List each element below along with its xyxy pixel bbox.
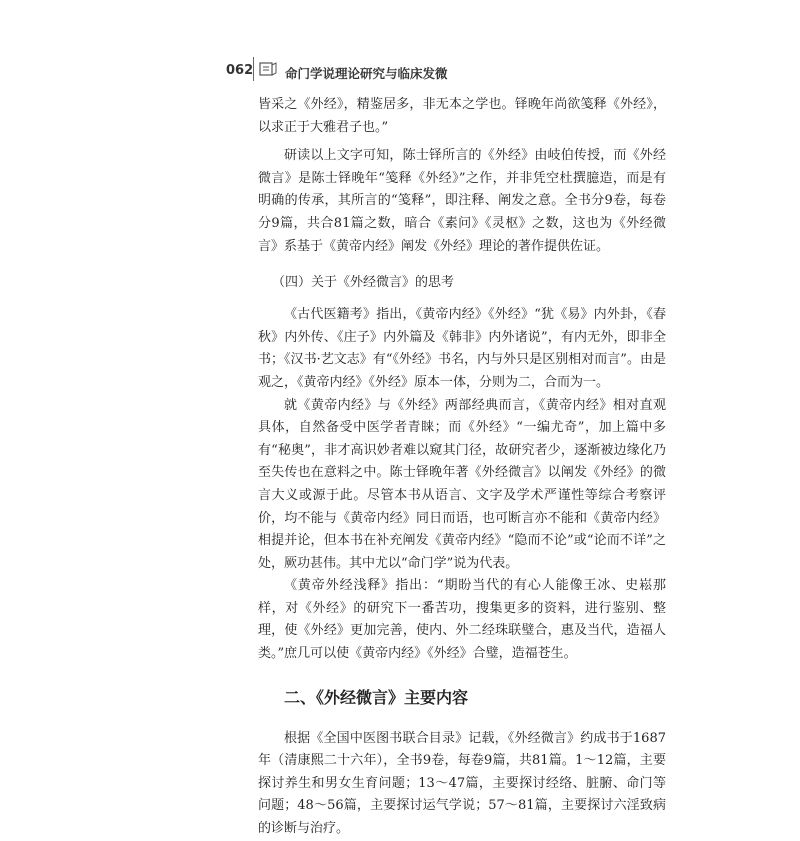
paragraph: 就《黄帝内经》与《外经》两部经典而言，《黄帝内经》相对直观具体，自然备受中医学者青睐；而《外经》“一编尤奇”，加上篇中多有“秘奥”，非才高识妙者难以窥其门径，故研究者少，逐渐被边缘化乃至失传也在意料之中。陈士铎晚年著《外经微言》以阐发《外经》的微言大义或源于此。尽管本书从语言、文字及学术严谨性等综合考察评价，均不能与《黄帝内经》同日而语，也可断言亦不能和《黄帝内经》相提并论，但本书在补充阐发《黄帝内经》“隐而不论”或“论而不详”之处，厥功甚伟。其中尤以“命门学”说为代表。 [258, 397, 666, 571]
subsection-heading: （四）关于《外经微言》的思考 [272, 275, 455, 291]
book-icon [259, 61, 277, 77]
paragraph: 研读以上文字可知，陈士铎所言的《外经》由岐伯传授，而《外经微言》是陈士铎晚年“笺释《外经》”之作，并非凭空杜撰臆造，而是有明确的传承，其所言的“笺释”，即注释、阐发之意。全书分9卷，每卷分9篇，共合81篇之数，暗合《素问》《灵枢》之数，这也为《外经微言》系基于《黄帝内经》阐发《外经》理论的著作提供佐证。 [258, 148, 666, 254]
page-number: 062 [226, 63, 254, 78]
header-divider [253, 57, 254, 81]
page-body [258, 94, 666, 841]
paragraph: 根据《全国中医图书联合目录》记载，《外经微言》约成书于1687年（清康熙二十六年），全书9卷，每卷9篇，共81篇。1～12篇，主要探讨养生和男女生育问题；13～47篇，主要探讨经络、脏腑、命门等问题；48～56篇，主要探讨运气学说；57～81篇，主要探讨六淫致病的诊断与治疗。 [258, 730, 666, 837]
paragraph: 《黄帝外经浅释》指出：“期盼当代的有心人能像王冰、史崧那样，对《外经》的研究下一番苦功，搜集更多的资料，进行鉴别、整理，使《外经》更加完善，使内、外二经珠联璧合，惠及当代，造福人类。”庶几可以使《黄帝内经》《外经》合璧，造福苍生。 [258, 578, 666, 662]
section-heading: 二、《外经微言》主要内容 [284, 687, 469, 707]
running-title: 命门学说理论研究与临床发微 [285, 66, 448, 81]
page-header [213, 57, 633, 83]
paragraph: 《古代医籍考》指出，《黄帝内经》《外经》“犹《易》内外卦，《春秋》内外传、《庄子》内外篇及《韩非》内外诸说”，有内无外，即非全书；《汉书·艺文志》有“《外经》书名，内与外只是区别相对而言”。由是观之，《黄帝内经》《外经》原本一体，分则为二，合而为一。 [258, 307, 666, 390]
paragraph: 皆采之《外经》，精鉴居多，非无本之学也。铎晚年尚欲笺释《外经》，以求正于大雅君子也。” [258, 97, 666, 135]
